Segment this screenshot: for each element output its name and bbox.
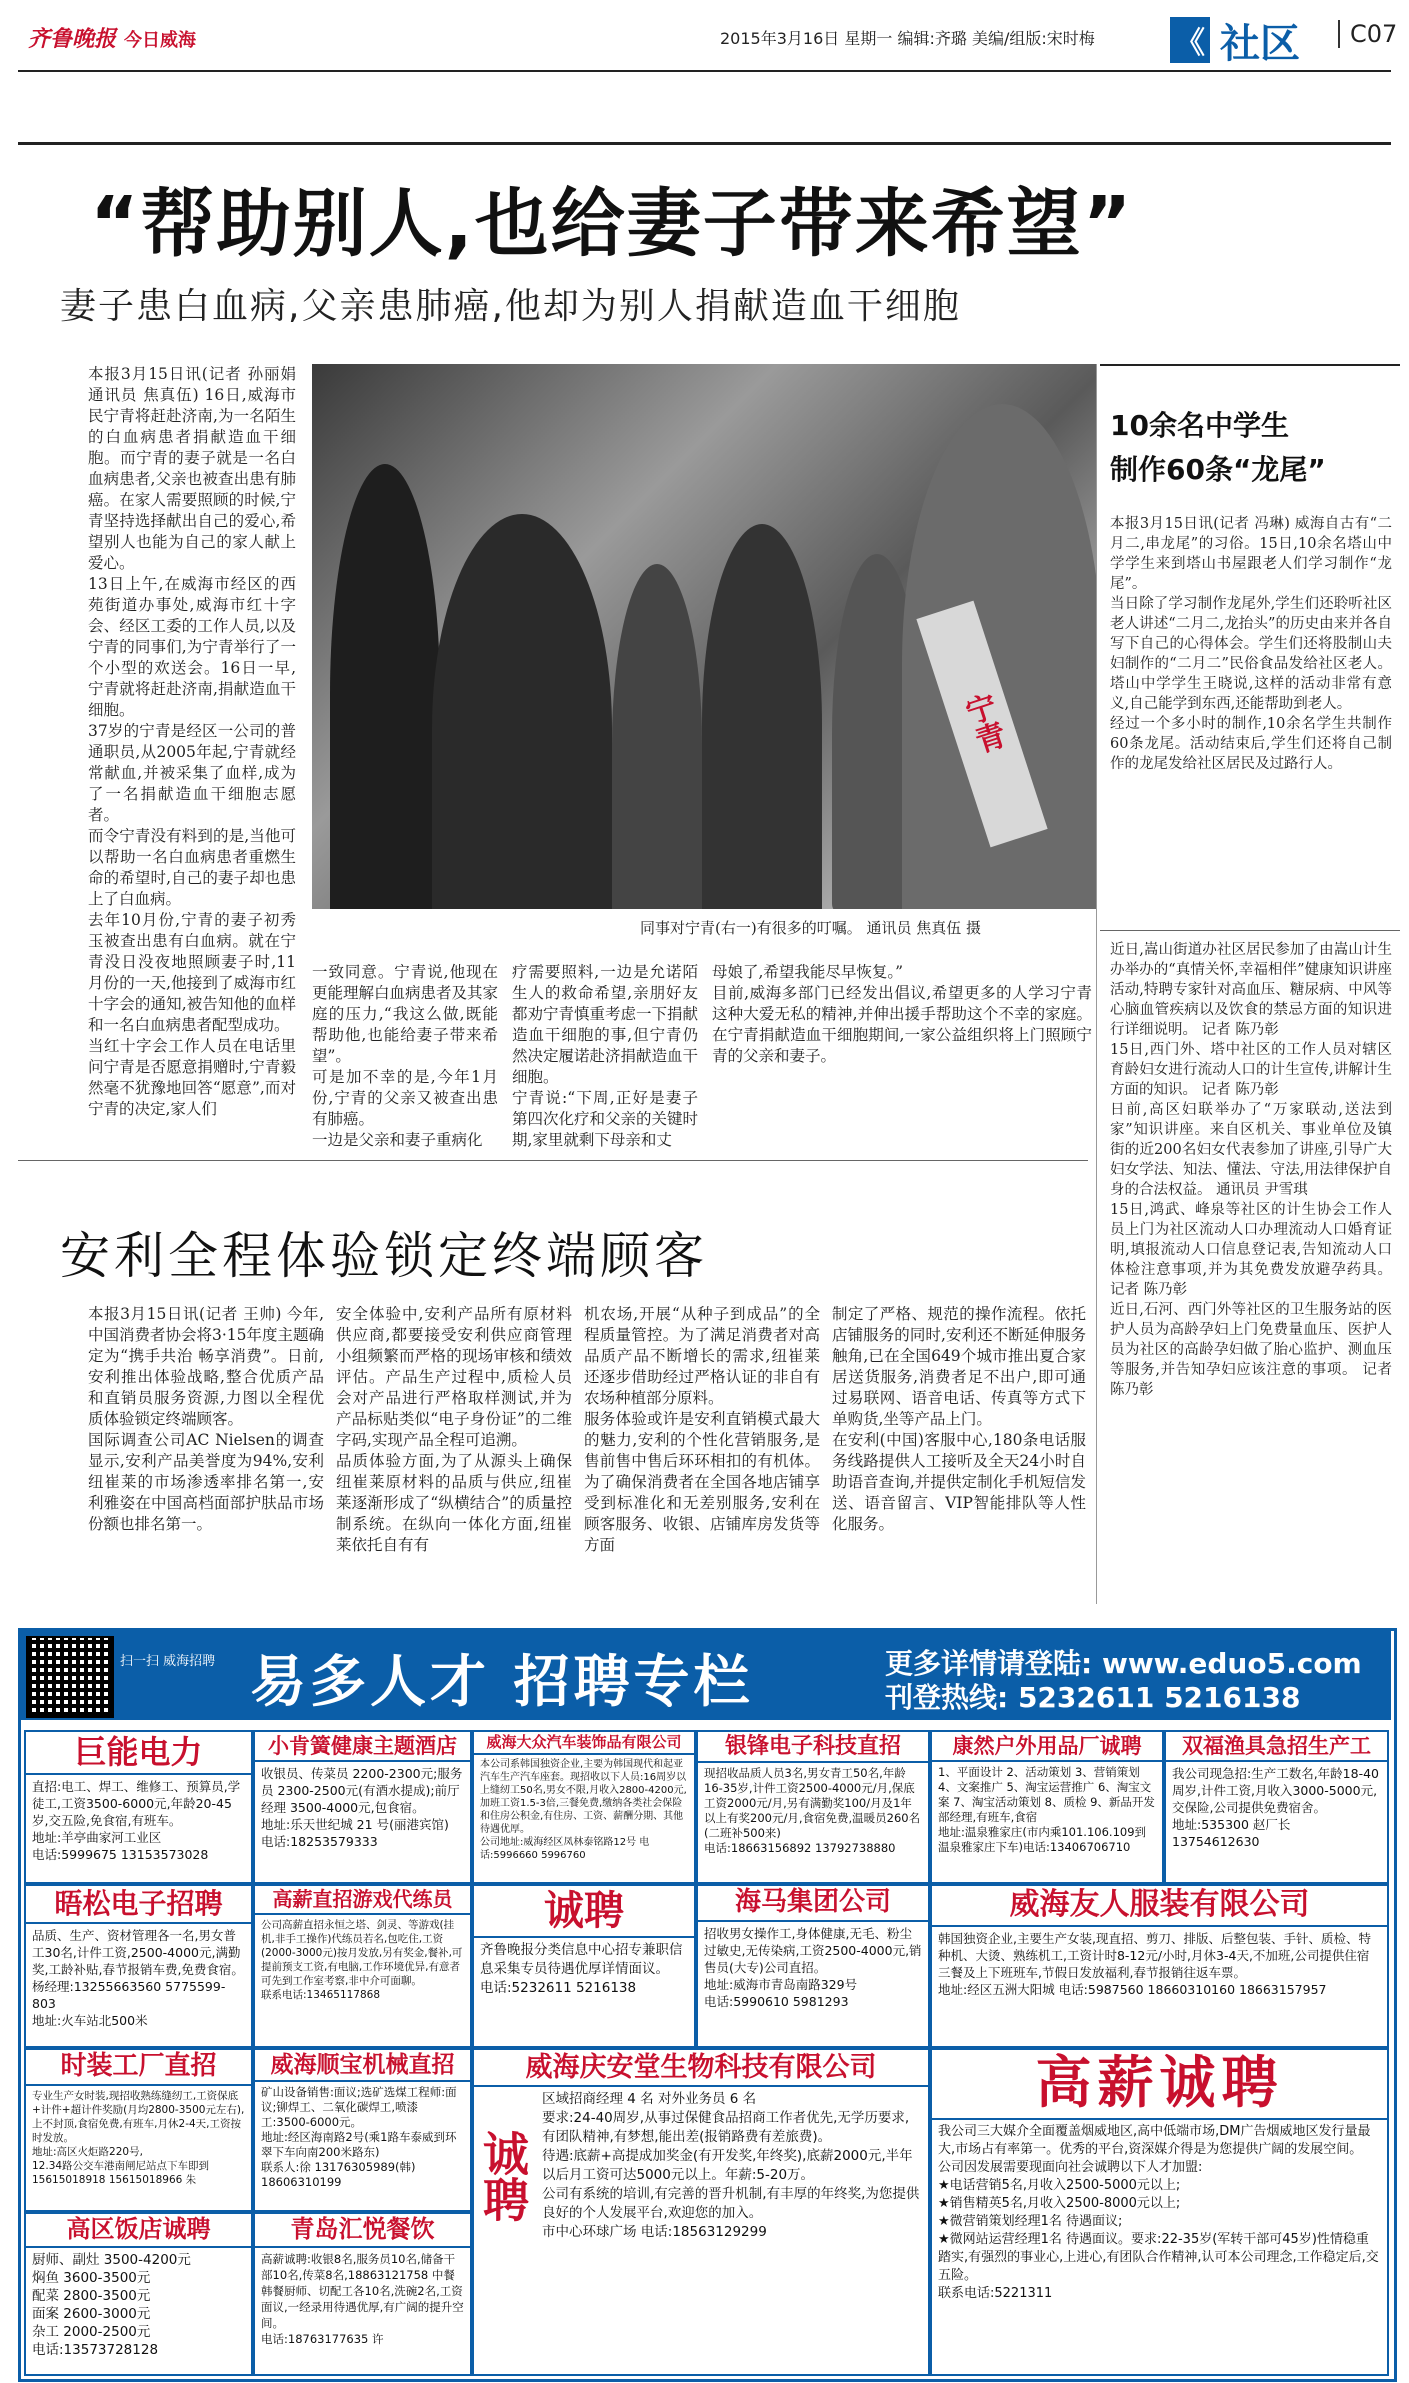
story1-subhead: 妻子患白血病,父亲患肺癌,他却为别人捐献造血干细胞 xyxy=(60,286,961,327)
story1-column-2: 一致同意。宁青说,他现在更能理解白血病患者及其家庭的压力,“我这么做,既能帮助他,也能给妻子带来希望”。 可是加不幸的是,今年1月份,宁青的父亲又被查出患有肺癌。 一边是父亲和妻子重病化 xyxy=(312,963,499,1149)
section-mark-icon: 《 xyxy=(1170,17,1210,63)
story2-rule xyxy=(18,1160,1088,1161)
masthead-edition: 今日威海 xyxy=(124,30,197,51)
sidebar-briefs: 近日,嵩山街道办社区居民参加了由嵩山计生办举办的“真情关怀,幸福相伴”健康知识讲座活动,特聘专家针对高血压、糖尿病、中风等心脑血管疾病以及饮食的禁忌方面的知识进行详细说明。 记者 陈乃彰 15日,西门外、塔中社区的工作人员对辖区育龄妇女进行流动人口的计生宣传,讲解计生方面的知识。 记者 陈乃彰 日前,高区妇联举办了“万家联动,送法到家”知识讲座。来自区机关、事业单位及镇街的近200名妇女代表参加了讲座,引导广大妇女学法、知法、懂法、守法,用法律保护自身的合法权益。 通讯员 尹雪琪 15日,鸿武、峰泉等社区的计生协会工作人员上门为社区流动人口办理流动人口婚育证明,填报流动人口信息登记表,告知流动人口体检注意事项,并为其免费发放避孕药具。 记者 陈乃彰 近日,石河、西门外等社区的卫生服务站的医护人员为高龄孕妇上门免费量血压、医护人员为社区的高龄孕妇做了胎心监护、测血压等服务,并告知孕妇应该注意的事项。 记者 陈乃彰 xyxy=(1110,942,1392,1398)
ad-body: 我公司现急招:生产工数名,年龄18-40周岁,计件工资,月收入3000-5000元,交保险,公司提供免费宿舍。 地址:535300 赵厂长 13754612630 xyxy=(1172,1766,1380,1850)
page-number: C07 xyxy=(1338,20,1397,48)
ad-card xyxy=(930,1884,1389,2048)
ad-title: 小肯簧健康主题酒店 xyxy=(255,1732,470,1762)
ad-card xyxy=(24,2048,253,2212)
photo-figure xyxy=(330,464,440,909)
ad-body: 韩国独资企业,主要生产女装,现直招、剪刀、排版、后整包装、手针、质检、特种机、大烫、熟练机工,工资计时8-12元/小时,月休3-4天,不加班,公司提供住宿三餐及上下班班车,节假日发放福利,春节报销往返车票。 地址:经区五洲大阳城 电话:5987560 18660310160 18663157957 xyxy=(938,1930,1371,1997)
photo-figure xyxy=(612,564,702,909)
story1-column-3: 疗需要照料,一边是允诺陌生人的救命希望,亲朋好友都劝宁青慎重考虑一下捐献造血干细胞的事,但宁青仍然决定履诺赴济捐献造血干细胞。 宁青说:“下周,正好是妻子第四次化疗和父亲的关键时期,家里就剩下母亲和丈 xyxy=(512,963,699,1149)
ad-body: 1、平面设计 2、活动策划 3、营销策划 4、文案推广 5、淘宝运营推广 6、淘宝文案 7、淘宝活动策划 8、质检 9、新品开发部经理,有班车,食宿 地址:温泉雅家庄(市内乘101.106.109到温泉雅家庄下车)电话:13406706710 xyxy=(938,1765,1155,1855)
ad-title: 威海庆安堂生物科技有限公司 xyxy=(474,2050,928,2087)
ad-card xyxy=(253,1730,472,1884)
ad-title: 康然户外用品厂诚聘 xyxy=(932,1732,1162,1762)
issue-weekday: 星期一 xyxy=(844,29,893,48)
ad-card xyxy=(472,1884,696,2048)
section-name: 社区 xyxy=(1220,20,1300,67)
ad-title: 威海大众汽车装饰品有限公司 xyxy=(474,1732,694,1755)
ad-title: 银锋电子科技直招 xyxy=(698,1732,928,1763)
sidebar-title-line1: 10余名中学生 xyxy=(1110,409,1289,442)
ad-side-label: 诚聘 xyxy=(476,2130,530,2223)
ad-card xyxy=(24,1884,253,2048)
sidebar-title-line2: 制作60条“龙尾” xyxy=(1110,453,1326,486)
ad-title: 海马集团公司 xyxy=(698,1886,928,1922)
story1-headline: “帮助别人,也给妻子带来希望” xyxy=(90,181,1134,267)
ad-body: 矿山设备销售:面议;选矿选煤工程师:面议;铆焊工、二氧化碳焊工,喷漆工:3500-6000元。 地址:经区海南路2号(乘1路车泰威到环翠下车向南200米路东) 联系人:徐 13176305989(韩) 18606310199 xyxy=(261,2085,457,2190)
ad-card xyxy=(930,2048,1389,2376)
story2-column-1: 本报3月15日讯(记者 王帅) 今年,中国消费者协会将3·15年度主题确定为“携手共治 畅享消费”。日前,安利推出体验战略,整合优质产品和直销员服务资源,力图以全程优质体验锁定终端顾客。 国际调查公司AC Nielsen的调查显示,安利产品美誉度为94%,安利纽崔莱的市场渗透率排名第一,安利雅姿在中国高档面部护肤品市场份额也排名第一。 xyxy=(88,1305,325,1533)
ad-title: 威海顺宝机械直招 xyxy=(255,2050,470,2082)
story2-column-3: 机农场,开展“从种子到成品”的全程质量管控。为了满足消费者对高品质产品不断增长的需求,纽崔莱还逐步借助经过严格认证的非自有农场种植部分原料。 服务体验或许是安利直销模式最大的魅力,安利的个性化营销服务,是售前售中售后环环相扣的有机体。为了确保消费者在全国各地店铺享受到标准化和无差别服务,安利在顾客服务、收银、店铺库房发货等方面 xyxy=(584,1305,820,1554)
header-rule-thick xyxy=(18,142,1391,145)
story1-column-4: 母娘了,希望我能尽早恢复。” 目前,威海多部门已经发出倡议,希望更多的人学习宁青这种大爱无私的精神,并伸出援手帮助这个不幸的家庭。在宁青捐献造血干细胞期间,一家公益组织将上门照顾宁青的父亲和妻子。 xyxy=(712,963,1092,1065)
issue-meta xyxy=(720,26,1095,49)
issue-editor: 编辑:齐璐 xyxy=(897,29,967,48)
column-separator xyxy=(1096,364,1097,1604)
ad-body: 齐鲁晚报分类信息中心招专兼职信息采集专员待遇优厚详情面议。 电话:5232611 5216138 xyxy=(480,1942,683,1996)
story1-photo xyxy=(312,364,1097,909)
ad-body: 收银员、传菜员 2200-2300元;服务员 2300-2500元(有酒水提成);前厅经理 3500-4000元,包食宿。 地址:乐天世纪城 21 号(丽港宾馆) 电话:18253579333 xyxy=(261,1766,463,1850)
ad-body: 我公司三大媒介全面覆盖烟威地区,高中低端市场,DM广告烟威地区发行量最大,市场占有率第一。优秀的平台,资深媒介得是为您提供广阔的发展空间。 公司因发展需要现面向社会诚聘以下人才加盟: ★电话营销5名,月收入2500-5000元以上; ★销售精英5名,月收入2500-8000元以上; ★微营销策划经理1名 待遇面议; ★微网站运营经理1名 待遇面议。要求:22-35岁(军转干部可45岁)性情稳重踏实,有强烈的事业心,上进心,有团队合作精神,认可本公司理念,工作稳定后,交五险。 联系电话:5221311 xyxy=(938,2124,1379,2302)
ad-card xyxy=(253,2048,472,2212)
sidebar-rule xyxy=(1100,364,1400,366)
ad-card xyxy=(930,1730,1164,1884)
issue-date: 2015年3月16日 xyxy=(720,29,840,48)
ad-title: 时装工厂直招 xyxy=(26,2050,251,2086)
story2-column-2: 安全体验中,安利产品所有原材料供应商,都要接受安利供应商管理小组频繁而严格的现场审核和绩效评估。产品生产过程中,质检人员会对产品进行严格取样测试,并为产品标贴类似“电子身份证”的二维字码,实现产品全程可追溯。 品质体验方面,为了从源头上确保纽崔莱原材料的品质与供应,纽崔莱逐渐形成了“纵横结合”的质量控制系统。在纵向一体化方面,纽崔莱依托自有有 xyxy=(336,1305,572,1554)
ads-website: 更多详情请登陆: www.eduo5.com xyxy=(885,1647,1362,1680)
ad-title: 高薪直招游戏代练员 xyxy=(255,1886,470,1915)
sidebar-divider xyxy=(1100,930,1400,931)
ad-body: 品质、生产、资材管理各一名,男女普工30名,计件工资,2500-4000元,满勤奖,工龄补贴,春节报销车费,免费食宿。 杨经理:13255663560 5775599-803 地址:火车站北500米 xyxy=(32,1928,244,2029)
ad-body: 厨师、副灶 3500-4200元 焖鱼 3600-3500元 配菜 2800-3500元 面案 2600-3000元 杂工 2000-2500元 电话:13573728128 xyxy=(32,2251,191,2358)
ad-body: 区域招商经理 4 名 对外业务员 6 名 要求:24-40周岁,从事过保健食品招商工作者优先,无学历要求,有团队精神,有梦想,能出差(报销路费有差旅费)。 待遇:底薪+高提成加奖金(有开发奖,年终奖),底薪2000元,半年以后月工资可达5000元以上。年薪:5-20万。 公司有系统的培训,有完善的晋升机制,有丰厚的年终奖,为您提供良好的个人发展平台,欢迎您的加入。 市中心环球广场 电话:18563129299 xyxy=(542,2091,920,2241)
ad-card xyxy=(253,1884,472,2048)
ad-card xyxy=(696,1730,930,1884)
ad-body: 招收男女操作工,身体健康,无毛、粉尘过敏史,无传染病,工资2500-4000元,销售员(大专)公司直招。 地址:威海市青岛南路329号 电话:5990610 5981293 xyxy=(704,1925,922,2009)
ad-body: 公司高薪直招永恒之塔、剑灵、等游戏(挂机,非手工操作)代练员若名,包吃住,工资(2000-3000元)按月发放,另有奖金,餐补,可提前预支工资,有电脑,工作环境优异,有意者可先到工作室考察,非中介可面聊。 联系电话:13465117868 xyxy=(261,1919,463,2001)
header-rule-thin xyxy=(18,70,1391,72)
section-label xyxy=(1170,12,1300,68)
ad-body: 专业生产女时装,现招收熟练缝纫工,工资保底+计件+超计件奖励(月均2800-3500元左右),上不封顶,食宿免费,有班车,月休2-4天,工资按时发放。 地址:高区火炬路220号, 12.34路公交车港南闸尼站点下车即到 15615018918 15615018966 朱 xyxy=(32,2089,245,2186)
story2-column-4: 制定了严格、规范的操作流程。依托店铺服务的同时,安利还不断延伸服务触角,已在全国649个城市推出夏合家居送货服务,消费者足不出户,即可通过易联网、语音电话、传真等方式下单购货,坐等产品上门。 在安利(中国)客服中心,180条电话服务线路提供人工接听及全天24小时自助语音查询,并提供定制化手机短信发送、语音留言、VIP智能排队等人性化服务。 xyxy=(832,1305,1086,1533)
sidebar-body: 本报3月15日讯(记者 冯琳) 威海自古有“二月二,串龙尾”的习俗。15日,10余名塔山中学学生来到塔山书屋跟老人们学习制作“龙尾”。 当日除了学习制作龙尾外,学生们还聆听社区老人讲述“二月二,龙抬头”的历史由来并各自写下自己的心得体会。学生们还将股制山夫妇制作的“二月二”民俗食品发给社区老人。塔山中学学生王晓说,这样的活动非常有意义,自己能学到东西,还能帮助到老人。 经过一个多小时的制作,10余名学生共制作60条龙尾。活动结束后,学生们还将自己制作的龙尾发给社区居民及过路行人。 xyxy=(1110,516,1392,772)
issue-design: 美编/组版:宋时梅 xyxy=(971,29,1095,48)
ads-hotline: 刊登热线: 5232611 5216138 xyxy=(885,1681,1301,1714)
ad-card xyxy=(696,1884,930,2048)
ad-title: 晤松电子招聘 xyxy=(26,1886,251,1924)
ad-card xyxy=(24,1730,253,1884)
ad-title: 诚聘 xyxy=(474,1886,694,1938)
story2-headline: 安利全程体验锁定终端顾客 xyxy=(60,1227,708,1285)
ad-body: 高薪诚聘:收银8名,服务员10名,储备干部10名,传菜8名,18863121758 中餐韩餐厨师、切配工各10名,洗碗2名,工资面议,一经录用待遇优厚,有广阔的提升空间。 电话:18763177635 许 xyxy=(261,2251,464,2346)
story1-column-1: 本报3月15日讯(记者 孙丽娟 通讯员 焦真伍) 16日,威海市民宁青将赶赴济南,为一名陌生的白血病患者捐献造血干细胞。而宁青的妻子就是一名白血病患者,父亲也被查出患有肺癌。在家人需要照顾的时候,宁青坚持选择献出自己的爱心,希望别人也能为自己的家人献上爱心。 13日上午,在威海市经区的西苑街道办事处,威海市红十字会、经区工委的工作人员,以及宁青的同事们,为宁青举行了一个小型的欢送会。16日一早,宁青就将赶赴济南,捐献造血干细胞。 37岁的宁青是经区一公司的普通职员,从2005年起,宁青就经常献血,并被采集了血样,成为了一名捐献造血干细胞志愿者。 而令宁青没有料到的是,当他可以帮助一名白血病患者重燃生命的希望时,自己的妻子却也患上了白血病。 去年10月份,宁青的妻子初秀玉被查出患有白血病。就在宁青没日没夜地照顾妻子时,11月份的一天,他接到了威海市红十字会的通知,被告知他的血样和一名白血病患者配型成功。 当红十字会工作人员在电话里问宁青是否愿意捐赠时,宁青毅然毫不犹豫地回答“愿意”,而对宁青的决定,家人们 xyxy=(88,365,296,1118)
photo-figure xyxy=(702,524,822,909)
ad-body: 直招:电工、焊工、维修工、预算员,学徒工,工资3500-6000元,年龄20-45岁,交五险,免食宿,有班车。 地址:羊亭曲家河工业区 电话:5999675 13153573028 xyxy=(32,1778,241,1862)
photo-sash: 宁青 xyxy=(916,601,1047,848)
ad-body: 现招收品质人员3名,男女青工50名,年龄16-35岁,计件工资2500-4000元/月,保底工资2000元/月,另有满勤奖100/月及1年以上有奖200元/月,食宿免费,温暖员260名(二班补500来) 电话:18663156892 13792738880 xyxy=(704,1766,921,1856)
ads-title: 易多人才 招聘专栏 xyxy=(250,1650,754,1715)
sidebar-title xyxy=(1110,404,1326,492)
photo-caption: 同事对宁青(右一)有很多的叮嘱。 通讯员 焦真伍 摄 xyxy=(640,919,982,937)
ad-card xyxy=(472,1730,696,1884)
ad-title: 巨能电力 xyxy=(26,1732,251,1775)
ad-card xyxy=(253,2212,472,2376)
photo-figure xyxy=(432,514,612,909)
qr-label: 扫一扫 威海招聘 xyxy=(120,1654,216,1669)
ad-card xyxy=(24,2212,253,2376)
ad-body: 本公司系韩国独资企业,主要为韩国现代和起亚汽车生产汽车座套。现招收以下人员:16周岁以上缝纫工50名,男女不限,月收入2800-4200元,加班工资1.5-3倍,三餐免费,缴纳各类社会保险和住房公积金,有住房、工资、薪酬分期、其他待遇优厚。 公司地址:威海经区凤林泰铭路12号 电话:5996660 5996760 xyxy=(480,1759,687,1862)
ad-title: 威海友人服装有限公司 xyxy=(932,1886,1387,1927)
ad-title: 双福渔具急招生产工 xyxy=(1166,1732,1387,1762)
qr-code-icon xyxy=(26,1636,114,1718)
ad-title: 高薪诚聘 xyxy=(932,2050,1387,2120)
ad-title: 青岛汇悦餐饮 xyxy=(255,2214,470,2248)
ad-card xyxy=(472,2048,930,2376)
masthead-logo: 齐鲁晚报 今日威海 xyxy=(28,26,197,52)
ad-card xyxy=(1164,1730,1389,1884)
ad-title: 高区饭店诚聘 xyxy=(26,2214,251,2248)
